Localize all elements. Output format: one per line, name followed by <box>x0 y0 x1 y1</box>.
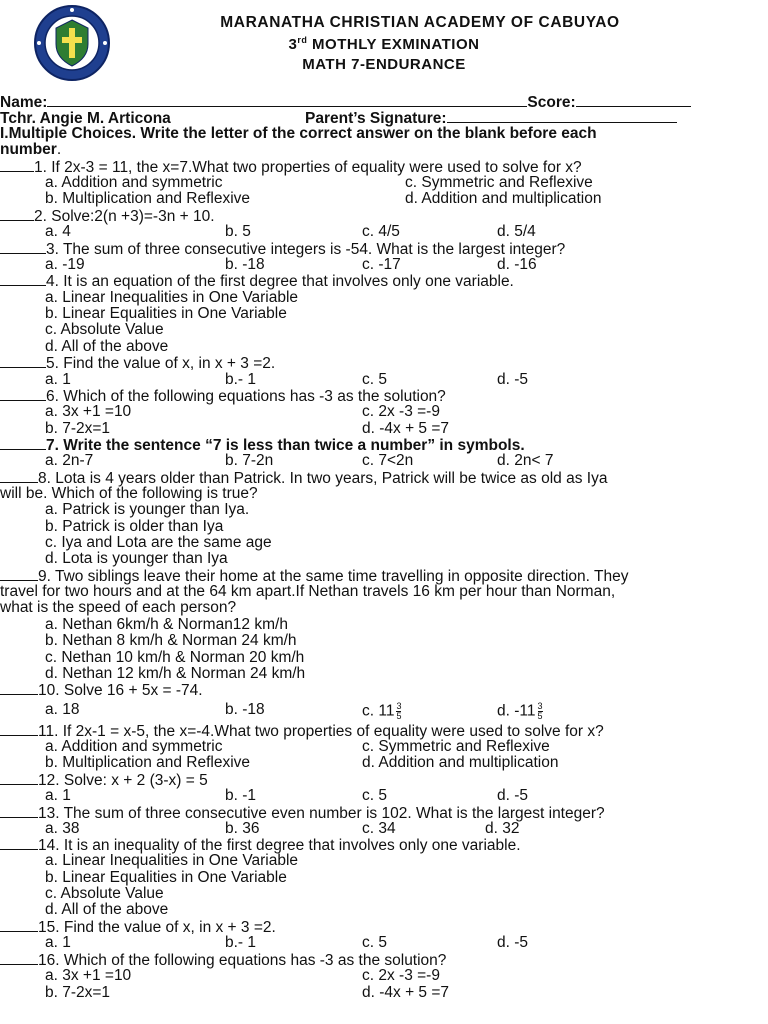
question-4: 4. It is an equation of the first degree that involves only one variable. <box>0 273 514 290</box>
question-9-cont: travel for two hours and at the 64 km apart.If Nethan travels 16 km per hour than Norman, <box>0 583 616 600</box>
choice: c. 5 <box>362 787 387 804</box>
answer-blank[interactable] <box>0 837 38 850</box>
answer-blank[interactable] <box>0 388 46 401</box>
choice: c. Nethan 10 km/h & Norman 20 km/h <box>45 649 305 666</box>
answer-blank[interactable] <box>0 355 46 368</box>
question-9: 9. Two siblings leave their home at the same time travelling in opposite direction. They <box>0 568 628 585</box>
choice: d. -4x + 5 =7 <box>362 984 450 1001</box>
choice: a. Addition and symmetric <box>45 738 223 755</box>
answer-blank[interactable] <box>0 208 34 221</box>
question-9-cont: what is the speed of each person? <box>0 599 237 616</box>
answer-blank[interactable] <box>0 805 38 818</box>
question-6: 6. Which of the following equations has -3 as the solution? <box>0 388 446 405</box>
choice: c. 5 <box>362 371 387 388</box>
question-11: 11. If 2x-1 = x-5, the x=-4.What two properties of equality were used to solve for x? <box>0 723 604 740</box>
choice: c. -17 <box>362 256 401 273</box>
question-8: 8. Lota is 4 years older than Patrick. In two years, Patrick will be twice as old as Iya <box>0 470 607 487</box>
choice: a. Linear Inequalities in One Variable <box>45 852 299 869</box>
choice: d. -5 <box>497 371 529 388</box>
choice: a. 3x +1 =10 <box>45 967 132 984</box>
name-score-row <box>0 94 691 111</box>
question-13: 13. The sum of three consecutive even number is 102. What is the largest integer? <box>0 805 605 822</box>
question-15: 15. Find the value of x, in x + 3 =2. <box>0 919 276 936</box>
choice: a. Addition and symmetric <box>45 174 223 191</box>
score-label: Score: <box>527 94 576 111</box>
score-blank[interactable] <box>576 94 691 107</box>
question-14: 14. It is an inequality of the first degree that involves only one variable. <box>0 837 521 854</box>
answer-blank[interactable] <box>0 952 38 965</box>
choice: d. All of the above <box>45 338 169 355</box>
choice: b. 7-2x=1 <box>45 420 111 437</box>
choice: b. -18 <box>225 701 265 718</box>
subject-title: MATH 7-ENDURANCE <box>302 56 466 73</box>
choice: b.- 1 <box>225 371 257 388</box>
choice: c. Absolute Value <box>45 885 164 902</box>
question-7: 7. Write the sentence “7 is less than twice a number” in symbols. <box>0 437 525 454</box>
choice: b. Linear Equalities in One Variable <box>45 869 287 886</box>
choice: a. Patrick is younger than Iya. <box>45 501 250 518</box>
teacher-name: Tchr. Angie M. Articona <box>0 110 171 127</box>
question-5: 5. Find the value of x, in x + 3 =2. <box>0 355 275 372</box>
choice: a. 3x +1 =10 <box>45 403 132 420</box>
choice: d. -11 $\frac{3}{5}$ <box>497 701 543 721</box>
choice: a. 2n-7 <box>45 452 94 469</box>
name-label: Name: <box>0 94 48 111</box>
answer-blank[interactable] <box>0 723 38 736</box>
choice: b.- 1 <box>225 934 257 951</box>
choice: b. Linear Equalities in One Variable <box>45 305 287 322</box>
choice: b. Nethan 8 km/h & Norman 24 km/h <box>45 632 297 649</box>
choice: b. Patrick is older than Iya <box>45 518 224 535</box>
choice: b. 36 <box>225 820 260 837</box>
question-16: 16. Which of the following equations has -3 as the solution? <box>0 952 446 969</box>
answer-blank[interactable] <box>0 568 38 581</box>
question-1: 1. If 2x-3 = 11, the x=7.What two properties of equality were used to solve for x? <box>0 159 582 176</box>
answer-blank[interactable] <box>0 470 38 483</box>
choice: c. Iya and Lota are the same age <box>45 534 272 551</box>
choice: b. 7-2x=1 <box>45 984 111 1001</box>
choice: d. 5/4 <box>497 223 536 240</box>
answer-blank[interactable] <box>0 159 34 172</box>
choice: b. -1 <box>225 787 257 804</box>
choice: c. 4/5 <box>362 223 400 240</box>
choice: d. -5 <box>497 934 529 951</box>
choice: c. 11 $\frac{3}{5}$ <box>362 701 402 721</box>
choice: b. -18 <box>225 256 265 273</box>
choice: d. 32 <box>485 820 520 837</box>
choice: a. 18 <box>45 701 80 718</box>
choice: b. 7-2n <box>225 452 274 469</box>
choice: d. Nethan 12 km/h & Norman 24 km/h <box>45 665 306 682</box>
choice: c. Absolute Value <box>45 321 164 338</box>
choice: c. 34 <box>362 820 396 837</box>
question-8-cont: will be. Which of the following is true? <box>0 485 258 502</box>
exam-title: 3rd MOTHLY EXMINATION <box>288 35 480 53</box>
choice: d. 2n< 7 <box>497 452 554 469</box>
choice: a. Nethan 6km/h & Norman12 km/h <box>45 616 288 633</box>
question-2: 2. Solve:2(n +3)=-3n + 10. <box>0 208 215 225</box>
question-12: 12. Solve: x + 2 (3-x) = 5 <box>0 772 208 789</box>
choice: d. -16 <box>497 256 537 273</box>
choice: d. Addition and multiplication <box>405 190 602 207</box>
choice: a. 1 <box>45 371 71 388</box>
answer-blank[interactable] <box>0 241 46 254</box>
answer-blank[interactable] <box>0 437 46 450</box>
answer-blank[interactable] <box>0 273 46 286</box>
answer-blank[interactable] <box>0 682 38 695</box>
choice: a. 1 <box>45 934 71 951</box>
name-blank[interactable] <box>47 94 527 107</box>
school-name: MARANATHA CHRISTIAN ACADEMY OF CABUYAO <box>220 14 620 31</box>
choice: d. All of the above <box>45 901 169 918</box>
choice: c. 7<2n <box>362 452 414 469</box>
choice: c. Symmetric and Reflexive <box>405 174 593 191</box>
choice: a. 1 <box>45 787 71 804</box>
choice: c. Symmetric and Reflexive <box>362 738 550 755</box>
parent-signature-blank[interactable] <box>447 110 677 123</box>
choice: a. 4 <box>45 223 71 240</box>
choice: d. -5 <box>497 787 529 804</box>
choice: c. 2x -3 =-9 <box>362 967 440 984</box>
choice: c. 5 <box>362 934 387 951</box>
choice: c. 2x -3 =-9 <box>362 403 440 420</box>
choice: b. 5 <box>225 223 251 240</box>
choice: a. 38 <box>45 820 80 837</box>
answer-blank[interactable] <box>0 772 38 785</box>
choice: d. Lota is younger than Iya <box>45 550 228 567</box>
instructions-line-2: number. <box>0 141 62 158</box>
question-10: 10. Solve 16 + 5x = -74. <box>0 682 203 699</box>
choice: b. Multiplication and Reflexive <box>45 190 251 207</box>
choice: a. Linear Inequalities in One Variable <box>45 289 299 306</box>
choice: a. -19 <box>45 256 85 273</box>
question-3: 3. The sum of three consecutive integers is -54. What is the largest integer? <box>0 241 565 258</box>
instructions-line-1: I.Multiple Choices. Write the letter of the correct answer on the blank before each <box>0 125 597 142</box>
fraction: $\frac{3}{5}$ <box>537 701 543 721</box>
choice: b. Multiplication and Reflexive <box>45 754 251 771</box>
parent-signature-label: Parent’s Signature: <box>305 110 447 127</box>
fraction: $\frac{3}{5}$ <box>396 701 402 721</box>
choice: d. -4x + 5 =7 <box>362 420 450 437</box>
choice: d. Addition and multiplication <box>362 754 559 771</box>
answer-blank[interactable] <box>0 919 38 932</box>
